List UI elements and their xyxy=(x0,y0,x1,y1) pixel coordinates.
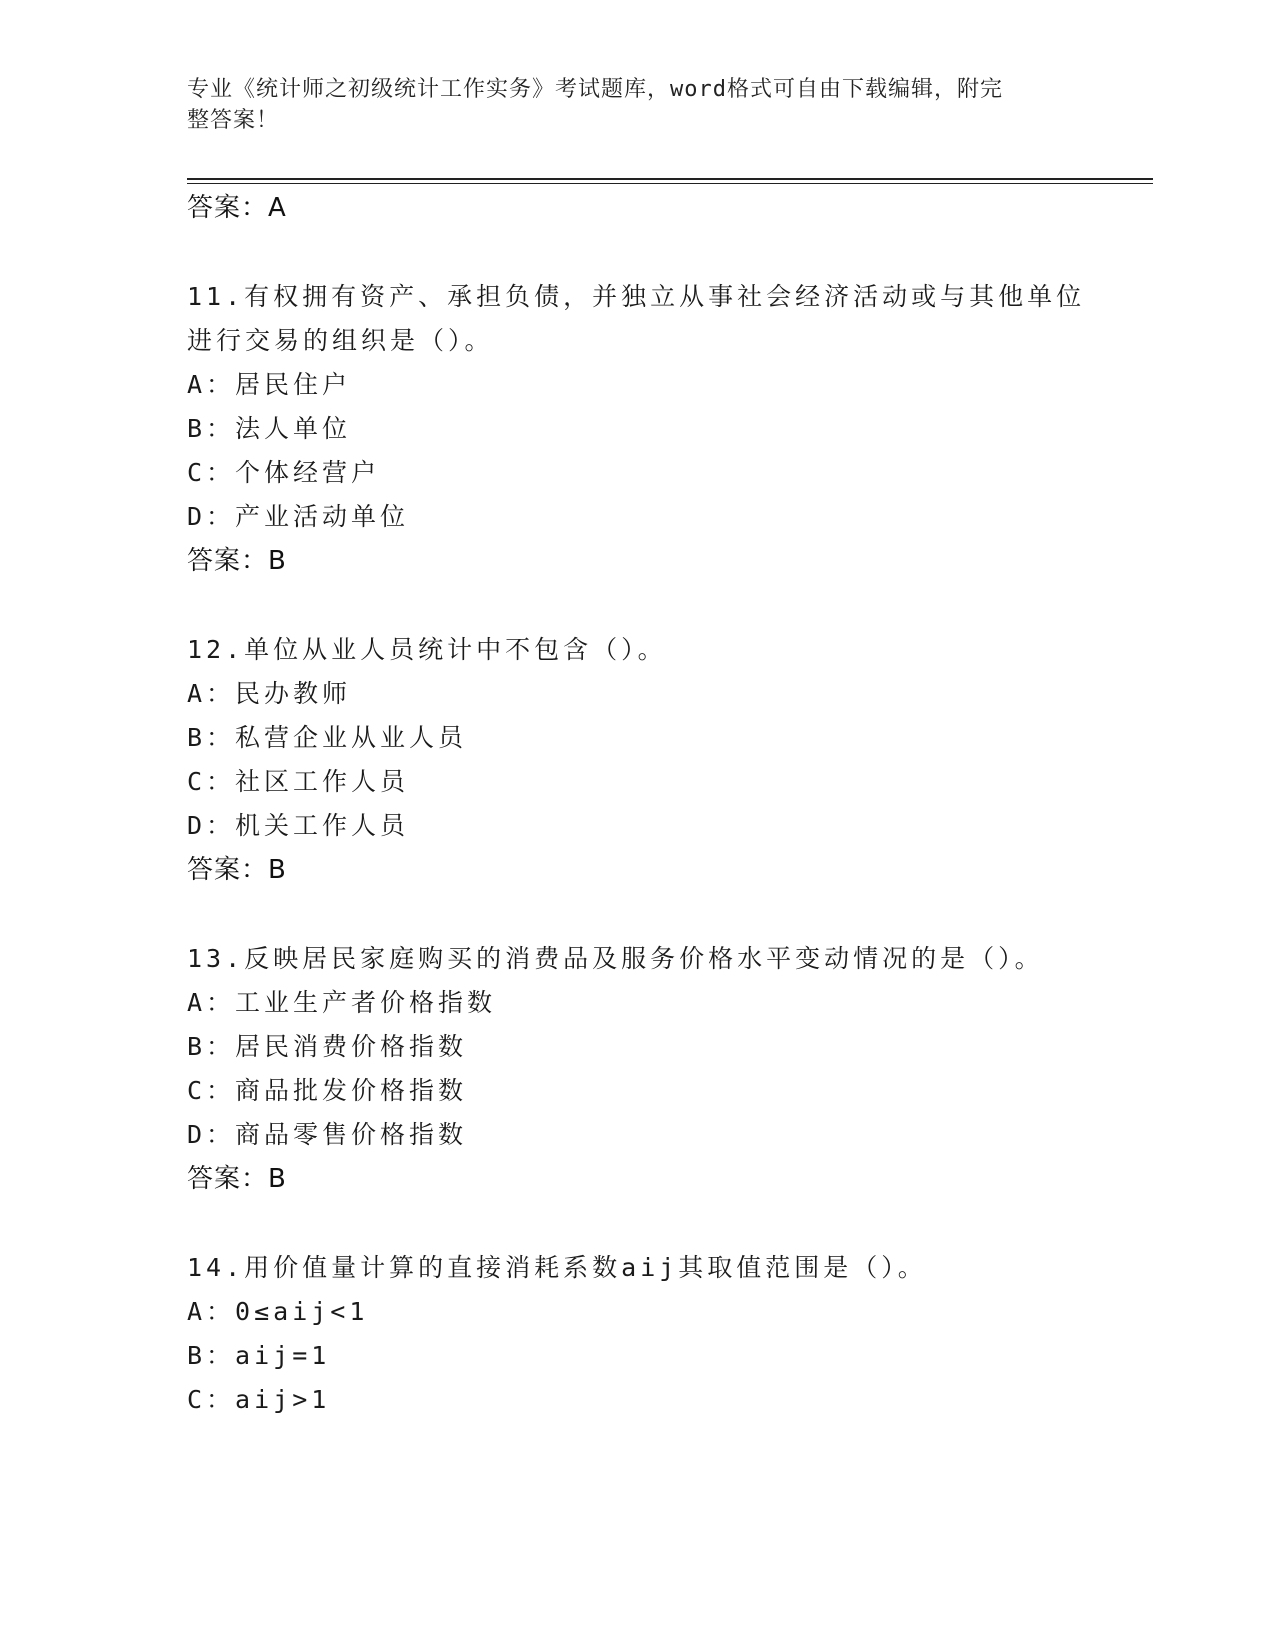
question-14-option-c: C：aij>1 xyxy=(187,1385,331,1414)
question-14-option-b: B：aij=1 xyxy=(187,1341,331,1370)
question-11-answer: 答案：B xyxy=(187,546,287,576)
question-11-option-d: D：产业活动单位 xyxy=(187,502,410,531)
question-13-answer: 答案：B xyxy=(187,1164,287,1194)
question-14-option-a: A：0≤aij<1 xyxy=(187,1297,369,1326)
question-12-answer: 答案：B xyxy=(187,855,287,885)
question-12-line-1: 12.单位从业人员统计中不包含（）。 xyxy=(187,635,667,664)
question-13-option-a: A：工业生产者价格指数 xyxy=(187,988,497,1017)
question-11-option-b: B：法人单位 xyxy=(187,414,352,443)
question-13-line-1: 13.反映居民家庭购买的消费品及服务价格水平变动情况的是（）。 xyxy=(187,944,1044,973)
header-divider-thin xyxy=(187,183,1153,184)
question-11-option-a: A：居民住户 xyxy=(187,370,352,399)
question-11-line-1: 11.有权拥有资产、承担负债，并独立从事社会经济活动或与其他单位 xyxy=(187,282,1086,311)
question-11-line-2: 进行交易的组织是（）。 xyxy=(187,326,494,355)
answer-prev: 答案：A xyxy=(187,193,287,223)
question-11-option-c: C：个体经营户 xyxy=(187,458,381,487)
question-13-option-b: B：居民消费价格指数 xyxy=(187,1032,468,1061)
header-line-2: 整答案！ xyxy=(187,108,280,133)
question-13-option-c: C：商品批发价格指数 xyxy=(187,1076,468,1105)
question-12-option-d: D：机关工作人员 xyxy=(187,811,410,840)
question-13-option-d: D：商品零售价格指数 xyxy=(187,1120,468,1149)
header-divider-thick xyxy=(187,178,1153,180)
question-12-option-c: C：社区工作人员 xyxy=(187,767,410,796)
question-14-line-1: 14.用价值量计算的直接消耗系数aij其取值范围是（）。 xyxy=(187,1253,927,1282)
header-line-1: 专业《统计师之初级统计工作实务》考试题库，word格式可自由下载编辑，附完 xyxy=(187,77,1003,102)
document-header xyxy=(187,74,1087,136)
question-12-option-a: A：民办教师 xyxy=(187,679,352,708)
question-12-option-b: B：私营企业从业人员 xyxy=(187,723,468,752)
